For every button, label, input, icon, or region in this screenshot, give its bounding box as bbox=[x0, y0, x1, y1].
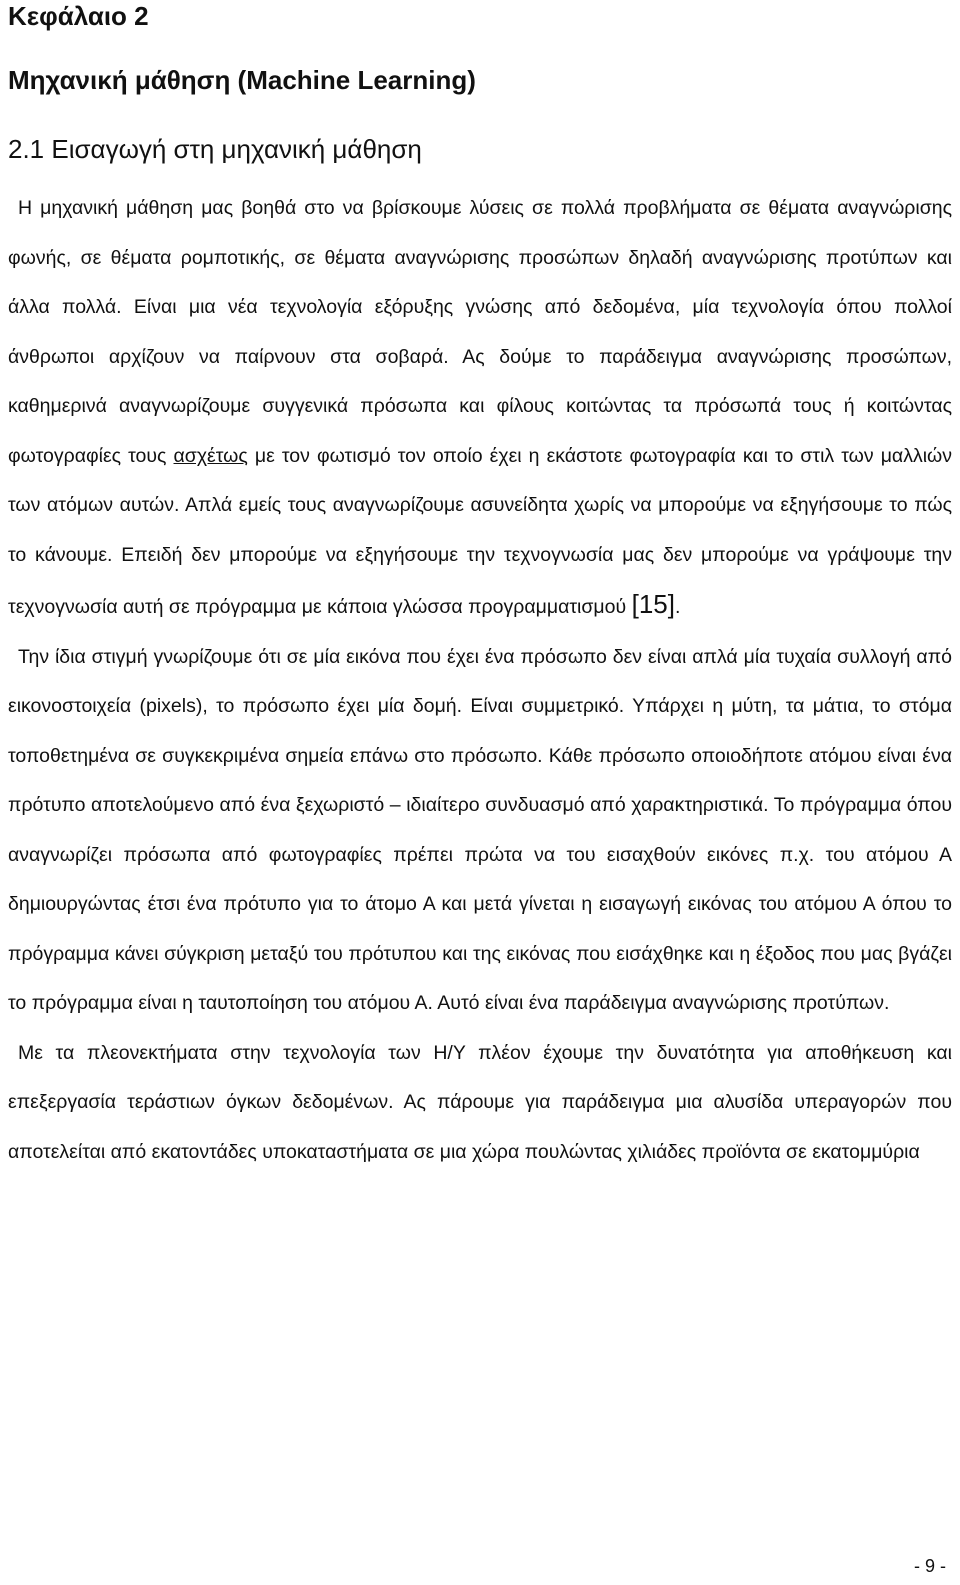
paragraph-3: Με τα πλεονεκτήματα στην τεχνολογία των Η/Υ πλέον έχουμε την δυνατότητα για αποθήκευση και επεξεργασία τεράστιων όγκων δεδομένων. Ας πάρουμε για παράδειγμα μια αλυσίδα υπεραγορών που αποτελείται από εκατοντάδες υποκαταστήματα σε μια χώρα πουλώντας χιλιάδες προϊόντα σε εκατομμύρια bbox=[8, 1041, 952, 1163]
page-number: - 9 - bbox=[913, 1556, 946, 1576]
paragraph-1 bbox=[8, 184, 952, 633]
chapter-label: Κεφάλαιο 2 bbox=[8, 1, 149, 31]
paragraph-1-end: . bbox=[674, 596, 681, 618]
chapter-title: Μηχανική μάθηση (Machine Learning) bbox=[8, 65, 476, 95]
paragraph-2: Την ίδια στιγμή γνωρίζουμε ότι σε μία εικόνα που έχει ένα πρόσωπο δεν είναι απλά μία τυχαία συλλογή από εικονοστοιχεία (pixels), το πρόσωπο έχει μία δομή. Είναι συμμετρικό. Υπάρχει η μύτη, τα μάτια, το στόμα τοποθετημένα σε συγκεκριμένα σημεία επάνω στο πρόσωπο. Κάθε πρόσωπο οποιοδήποτε ατόμου είναι ένα πρότυπο αποτελούμενο από ένα ξεχωριστό – ιδιαίτερο συνδυασμό από χαρακτηριστικά. Το πρόγραμμα όπου αναγνωρίζει πρόσωπα από φωτογραφίες πρέπει πρώτα να του εισαχθούν εικόνες π.χ. του ατόμου Α δημιουργώντας έτσι ένα πρότυπο για το άτομο Α και μετά γίνεται η εισαγωγή εικόνας του ατόμου Α όπου το πρόγραμμα κάνει σύγκριση μεταξύ του πρότυπου και της εικόνας που εισάχθηκε και η έξοδος που μας βγάζει το πρόγραμμα είναι η ταυτοποίηση του ατόμου Α. Αυτό είναι ένα παράδειγμα αναγνώρισης προτύπων. bbox=[8, 645, 952, 1014]
citation-reference: [15] bbox=[631, 589, 675, 619]
underlined-word: ασχέτως bbox=[173, 444, 248, 467]
body-text bbox=[8, 184, 952, 1177]
section-heading: 2.1 Εισαγωγή στη μηχανική μάθηση bbox=[8, 134, 422, 164]
paragraph-1-text-a: Η μηχανική μάθηση μας βοηθά στο να βρίσκουμε λύσεις σε πολλά προβλήματα σε θέματα αναγνώρισης φωνής, σε θέματα ρομποτικής, σε θέματα αναγνώρισης προσώπων δηλαδή αναγνώρισης προτύπων και άλλα πολλά. Είναι μια νέα τεχνολογία εξόρυξης γνώσης από δεδομένα, μία τεχνολογία όπου πολλοί άνθρωποι αρχίζουν να παίρνουν στα σοβαρά. Ας δούμε το παράδειγμα αναγνώρισης προσώπων, καθημερινά αναγνωρίζουμε συγγενικά πρόσωπα και φίλους κοιτώντας τα πρόσωπά τους ή κοιτώντας φωτογραφίες τους bbox=[8, 197, 952, 467]
paragraph-1-text-b: με τον φωτισμό τον οποίο έχει η εκάστοτε φωτογραφία και το στιλ των μαλλιών των ατόμων αυτών. Απλά εμείς τους αναγνωρίζουμε ασυνείδητα χωρίς να μπορούμε να εξηγήσουμε το πώς το κάνουμε. Επειδή δεν μπορούμε να εξηγήσουμε την τεχνογνωσία μας δεν μπορούμε να γράψουμε την τεχνογνωσία αυτή σε πρόγραμμα με κάποια γλώσσα προγραμματισμού bbox=[8, 444, 953, 618]
